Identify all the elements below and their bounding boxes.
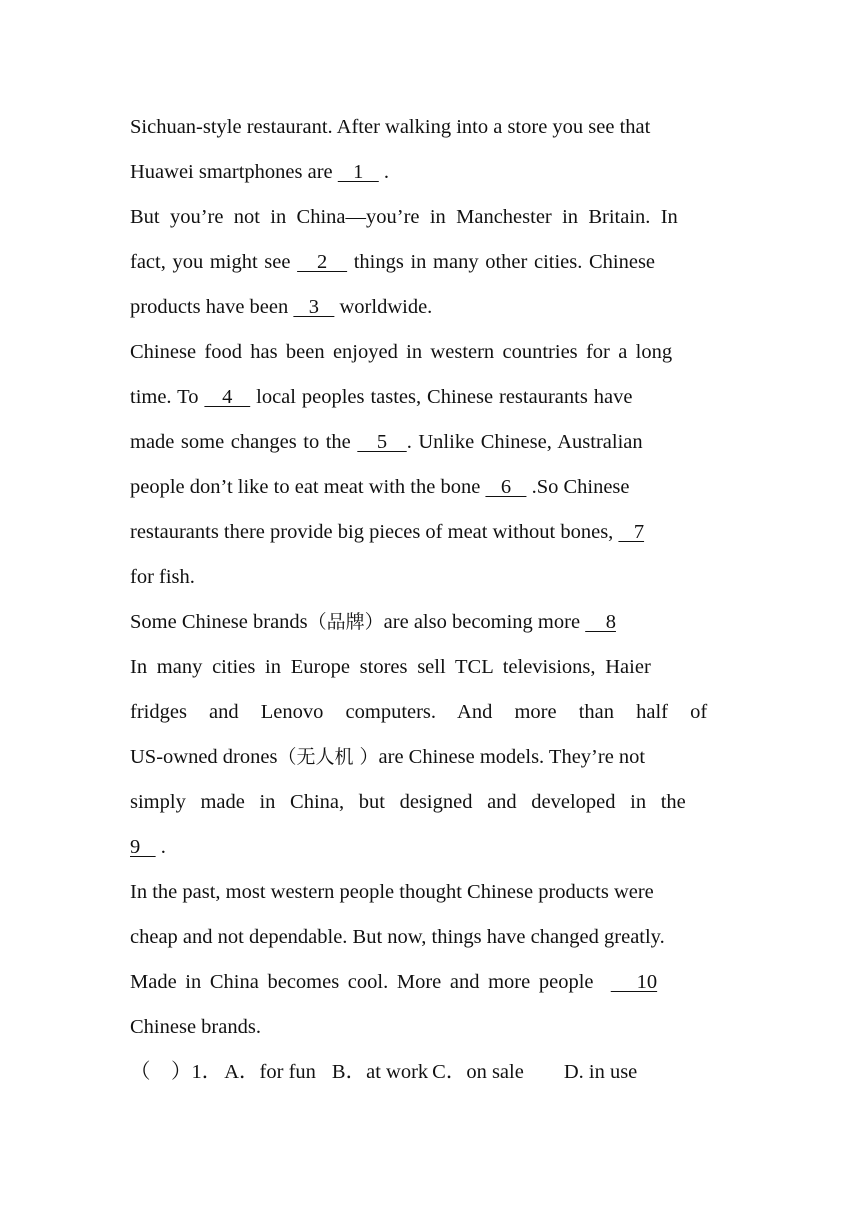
text-segment: Chinese food has been enjoyed in western countries for a long bbox=[130, 341, 673, 363]
passage bbox=[130, 105, 730, 1095]
blank-9: 9 bbox=[130, 836, 156, 858]
passage-line bbox=[130, 780, 730, 825]
option-c: C．on sale bbox=[432, 1061, 524, 1083]
passage-line bbox=[130, 195, 730, 240]
passage-line bbox=[130, 960, 730, 1005]
passage-line bbox=[130, 915, 730, 960]
blank-7: 7 bbox=[618, 521, 645, 543]
passage-line bbox=[130, 465, 730, 510]
text-segment: In the past, most western people thought Chinese products were bbox=[130, 881, 654, 903]
text-segment: are Chinese models. They’re not bbox=[378, 746, 646, 768]
text-segment: restaurants there provide big pieces of meat without bones, bbox=[130, 521, 619, 543]
blank-8: 8 bbox=[585, 611, 616, 633]
text-segment: .So Chinese bbox=[526, 476, 630, 498]
text-segment: people don’t like to eat meat with the bone bbox=[130, 476, 486, 498]
answer-bracket: （ ）1． bbox=[130, 1061, 223, 1083]
passage-line bbox=[130, 150, 730, 195]
text-segment: products have been bbox=[130, 296, 294, 318]
passage-line bbox=[130, 420, 730, 465]
text-segment: worldwide. bbox=[334, 296, 433, 318]
passage-line bbox=[130, 330, 730, 375]
question-1 bbox=[130, 1050, 730, 1095]
blank-5: 5 bbox=[357, 431, 407, 453]
text-segment: . Unlike Chinese, Australian bbox=[406, 431, 643, 453]
passage-line bbox=[130, 690, 730, 735]
passage-line bbox=[130, 510, 730, 555]
option-b: B．at work bbox=[331, 1061, 429, 1083]
text-segment: fact, you might see bbox=[130, 251, 298, 273]
text-segment: local peoples tastes, Chinese restaurants have bbox=[250, 386, 633, 408]
text-segment: Sichuan-style restaurant. After walking into a store you see that bbox=[130, 116, 651, 138]
text-segment: Huawei smartphones are bbox=[130, 161, 338, 183]
text-segment: fridges and Lenovo computers. And more than half of bbox=[130, 701, 708, 723]
blank-4: 4 bbox=[204, 386, 251, 408]
text-segment: Some Chinese brands bbox=[130, 611, 308, 633]
blank-6: 6 bbox=[485, 476, 527, 498]
text-segment: . bbox=[378, 161, 390, 183]
blank-10: 10 bbox=[610, 971, 658, 993]
text-segment: cheap and not dependable. But now, things have changed greatly. bbox=[130, 926, 665, 948]
blank-3: 3 bbox=[293, 296, 335, 318]
chinese-gloss: （品牌） bbox=[307, 611, 384, 633]
passage-line bbox=[130, 870, 730, 915]
text-segment: made some changes to the bbox=[130, 431, 358, 453]
option-a: A．for fun bbox=[224, 1061, 316, 1083]
text-segment: are also becoming more bbox=[383, 611, 586, 633]
passage-line bbox=[130, 555, 730, 600]
text-segment: Made in China becomes cool. More and more people bbox=[130, 971, 594, 993]
passage-line bbox=[130, 285, 730, 330]
text-segment: In many cities in Europe stores sell TCL televisions, Haier bbox=[130, 656, 651, 678]
passage-line bbox=[130, 735, 730, 780]
blank-2: 2 bbox=[297, 251, 348, 273]
passage-line bbox=[130, 645, 730, 690]
chinese-gloss: （无人机 ） bbox=[277, 746, 379, 768]
blank-1: 1 bbox=[337, 161, 379, 183]
passage-line bbox=[130, 375, 730, 420]
text-segment: for fish. bbox=[130, 566, 195, 588]
text-segment: . bbox=[155, 836, 166, 858]
text-segment: time. To bbox=[130, 386, 205, 408]
text-segment: US-owned drones bbox=[130, 746, 278, 768]
text-segment: Chinese brands. bbox=[130, 1016, 261, 1038]
passage-line bbox=[130, 240, 730, 285]
option-d: D. in use bbox=[563, 1061, 638, 1083]
passage-line bbox=[130, 1005, 730, 1050]
passage-line bbox=[130, 825, 730, 870]
text-segment: But you’re not in China—you’re in Manchester in Britain. In bbox=[130, 206, 678, 228]
passage-line bbox=[130, 105, 730, 150]
text-segment: things in many other cities. Chinese bbox=[347, 251, 656, 273]
passage-line bbox=[130, 600, 730, 645]
text-segment: simply made in China, but designed and developed in the bbox=[130, 791, 686, 813]
